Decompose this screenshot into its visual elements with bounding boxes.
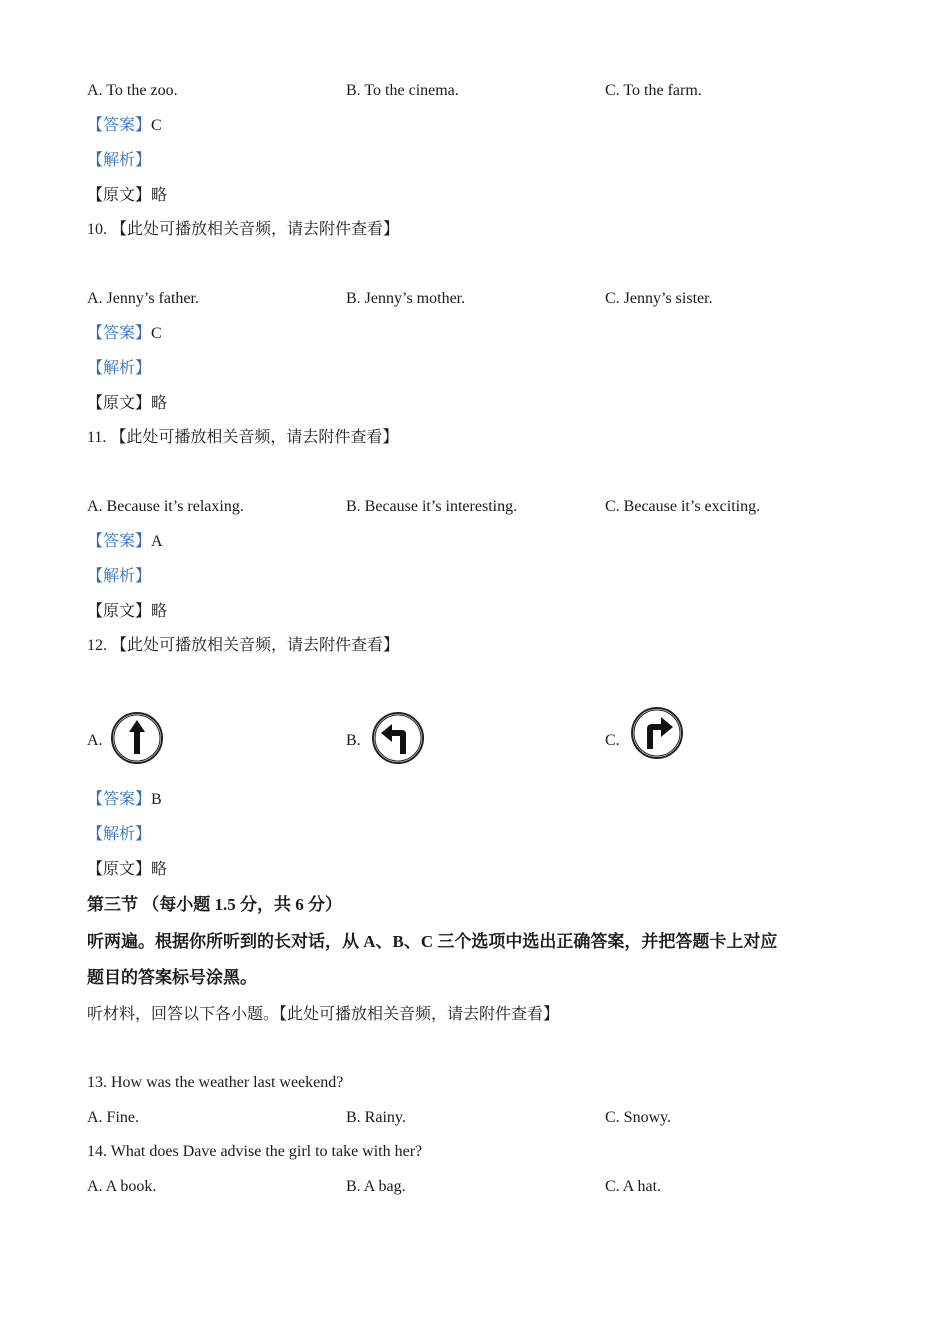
answer-value: C — [151, 325, 162, 342]
q12-option-c-label: C. — [605, 732, 620, 749]
q9-answer — [87, 116, 162, 136]
q9-option-a: A. To the zoo. — [87, 82, 178, 99]
q9-original — [87, 186, 167, 206]
q10-original — [87, 394, 167, 414]
section3-instruction-line2: 题目的答案标号涂黑。 — [87, 968, 257, 987]
section3-title: 第三节 （每小题 1.5 分，共 6 分） — [87, 895, 342, 914]
q11-original — [87, 602, 167, 622]
q10-answer — [87, 324, 162, 344]
q10-option-b: B. Jenny’s mother. — [346, 290, 466, 307]
original-label: 【原文】 — [87, 395, 152, 412]
answer-label: 【答案】 — [87, 791, 152, 808]
q12-option-b-label: B. — [346, 732, 361, 749]
q12-option-a-label: A. — [87, 732, 103, 749]
q14-question: 14. What does Dave advise the girl to take with her? — [87, 1143, 423, 1160]
answer-label: 【答案】 — [87, 533, 152, 550]
answer-label: 【答案】 — [87, 325, 152, 342]
arrow-straight-icon — [109, 710, 165, 766]
q14-option-a: A. A book. — [87, 1178, 157, 1195]
section3-material: 听材料，回答以下各小题。【此处可播放相关音频，请去附件查看】 — [87, 1006, 560, 1023]
answer-value: C — [151, 117, 162, 134]
original-label: 【原文】 — [87, 603, 152, 620]
q13-question: 13. How was the weather last weekend? — [87, 1074, 344, 1091]
q9-option-c: C. To the farm. — [605, 82, 702, 99]
q11-option-c: C. Because it’s exciting. — [605, 498, 761, 515]
q10-analysis: 【解析】 — [87, 360, 152, 377]
original-value: 略 — [151, 187, 168, 204]
q11-prompt: 11. 【此处可播放相关音频，请去附件查看】 — [87, 429, 399, 446]
q12-analysis: 【解析】 — [87, 826, 152, 843]
answer-value: B — [151, 791, 162, 808]
q11-option-a: A. Because it’s relaxing. — [87, 498, 244, 515]
answer-label: 【答案】 — [87, 117, 152, 134]
q13-option-a: A. Fine. — [87, 1109, 139, 1126]
q14-option-c: C. A hat. — [605, 1178, 662, 1195]
section3-instruction-line1: 听两遍。根据你所听到的长对话，从 A、B、C 三个选项中选出正确答案，并把答题卡上对应 — [87, 932, 778, 951]
original-value: 略 — [151, 861, 168, 878]
q10-prompt: 10. 【此处可播放相关音频，请去附件查看】 — [87, 221, 400, 238]
q13-option-c: C. Snowy. — [605, 1109, 672, 1126]
q10-option-c: C. Jenny’s sister. — [605, 290, 713, 307]
original-label: 【原文】 — [87, 187, 152, 204]
q9-option-b: B. To the cinema. — [346, 82, 459, 99]
original-label: 【原文】 — [87, 861, 152, 878]
q11-answer — [87, 532, 163, 552]
arrow-turn-left-icon — [370, 710, 426, 766]
q9-analysis: 【解析】 — [87, 152, 152, 169]
q12-answer — [87, 790, 162, 810]
q10-option-a: A. Jenny’s father. — [87, 290, 199, 307]
q11-analysis: 【解析】 — [87, 568, 152, 585]
answer-value: A — [151, 533, 163, 550]
q13-option-b: B. Rainy. — [346, 1109, 406, 1126]
arrow-turn-right-icon — [629, 705, 685, 761]
original-value: 略 — [151, 395, 168, 412]
q14-option-b: B. A bag. — [346, 1178, 406, 1195]
q12-prompt: 12. 【此处可播放相关音频，请去附件查看】 — [87, 637, 400, 654]
q11-option-b: B. Because it’s interesting. — [346, 498, 518, 515]
q12-original — [87, 860, 167, 880]
original-value: 略 — [151, 603, 168, 620]
